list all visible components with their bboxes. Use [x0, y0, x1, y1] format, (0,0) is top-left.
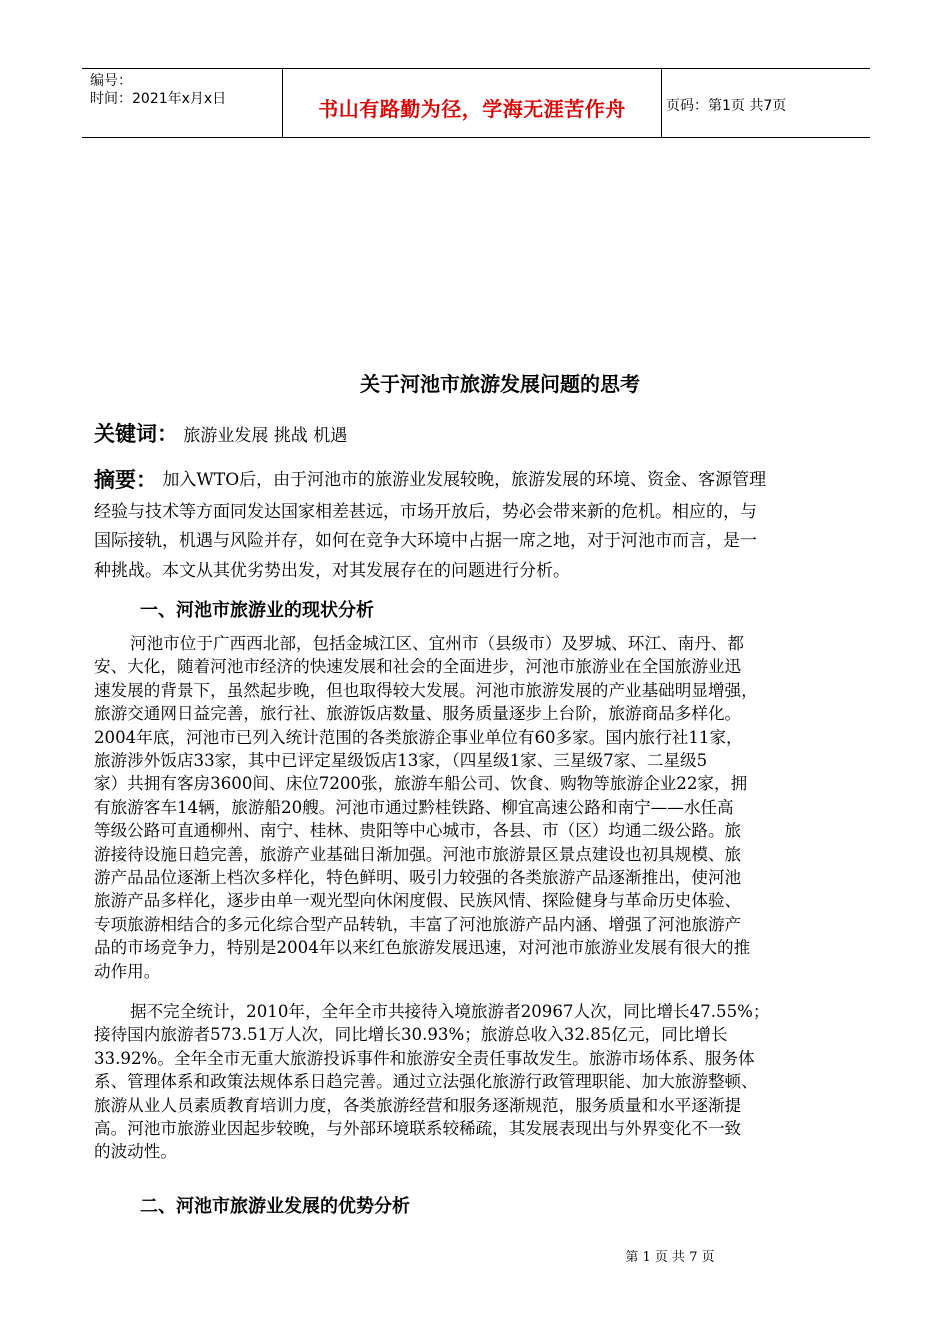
keywords-label: 关键词：: [94, 422, 178, 446]
paragraph-line: 接待国内旅游者573.51万人次，同比增长30.93%；旅游总收入32.85亿元，同比增长: [94, 1025, 728, 1045]
section1-paragraph-2: [94, 1000, 856, 1164]
paragraph-line: 2004年底，河池市已列入统计范围的各类旅游企事业单位有60多家。国内旅行社11家，: [94, 727, 743, 747]
abstract-line: 国际接轨，机遇与风险并存，如何在竞争大环境中占据一席之地，对于河池市而言，是一: [94, 531, 757, 551]
paragraph-line: 等级公路可直通柳州、南宁、桂林、贵阳等中心城市，各县、市（区）均通二级公路。旅: [94, 821, 742, 841]
header-page-cell: [662, 69, 870, 137]
keywords: [94, 418, 347, 448]
paragraph-line: 游产品品位逐渐上档次多样化，特色鲜明、吸引力较强的各类旅游产品逐渐推出，使河池: [94, 868, 742, 888]
abstract-first-line: [94, 466, 856, 498]
header-page-number: 页码：第1页 共7页: [666, 98, 787, 114]
section-heading-1: 一、河池市旅游业的现状分析: [140, 600, 374, 621]
abstract-label: 摘要：: [94, 468, 157, 492]
abstract-line: 经验与技术等方面同发达国家相差甚远，市场开放后，势必会带来新的危机。相应的，与: [94, 501, 757, 522]
paragraph-line: 专项旅游相结合的多元化综合型产品转轨，丰富了河池旅游产品内涵、增强了河池旅游产: [94, 914, 742, 934]
page-header: [82, 68, 870, 138]
paragraph-line: 33.92%。全年全市无重大旅游投诉事件和旅游安全责任事故发生。旅游市场体系、服务体: [94, 1048, 755, 1068]
paragraph-line: 品的市场竞争力，特别是2004年以来红色旅游发展迅速，对河池市旅游业发展有很大的推: [94, 938, 751, 958]
document-title-row: [0, 368, 950, 397]
paragraph-line: 安、大化，随着河池市经济的快速发展和社会的全面进步，河池市旅游业在全国旅游业迅: [94, 657, 742, 677]
paragraph-line: 据不完全统计，2010年，全年全市共接待入境旅游者20967人次，同比增长47.55%；: [130, 1002, 770, 1021]
header-left-cell: [82, 69, 282, 137]
section-heading-2: 二、河池市旅游业发展的优势分析: [140, 1196, 410, 1217]
paragraph-line: 有旅游客车14辆，旅游船20艘。河池市通过黔桂铁路、柳宜高速公路和南宁——水任高: [94, 797, 734, 817]
abstract-line: 加入WTO后，由于河池市的旅游业发展较晚，旅游发展的环境、资金、客源管理: [162, 470, 767, 490]
abstract-line: 种挑战。本文从其优劣势出发，对其发展存在的问题进行分析。: [94, 560, 570, 581]
abstract: [94, 466, 856, 586]
header-motto-cell: [282, 69, 662, 137]
paragraph-line: 河池市位于广西西北部，包括金城江区、宜州市（县级市）及罗城、环江、南丹、都: [130, 634, 744, 653]
keywords-text: 旅游业发展 挑战 机遇: [183, 426, 348, 446]
paragraph-line: 家）共拥有客房3600间、床位7200张，旅游车船公司、饮食、购物等旅游企业22家，拥: [94, 774, 748, 794]
paragraph-line: 游接待设施日趋完善，旅游产业基础日渐加强。河池市旅游景区景点建设也初具规模、旅: [94, 844, 742, 864]
document-number-label: 编号：: [90, 73, 132, 89]
paragraph-line: 高。河池市旅游业因起步较晚，与外部环境联系较稀疏，其发展表现出与外界变化不一致: [94, 1119, 742, 1139]
document-time-label: 时间：2021年x月x日: [90, 91, 227, 107]
page-footer: [0, 1246, 950, 1265]
paragraph-line: 速发展的背景下，虽然起步晚，但也取得较大发展。河池市旅游发展的产业基础明显增强，: [94, 680, 758, 700]
section1-paragraph-1: [94, 632, 856, 983]
paragraph-line: 系、管理体系和政策法规体系日趋完善。通过立法强化旅游行政管理职能、加大旅游整顿、: [94, 1072, 758, 1092]
header-motto: 书山有路勤为径，学海无涯苦作舟: [318, 97, 626, 121]
paragraph-line: 旅游交通网日益完善，旅行社、旅游饭店数量、服务质量逐步上台阶，旅游商品多样化。: [94, 704, 742, 724]
footer-page-number: 第 1 页 共 7 页: [625, 1250, 715, 1265]
paragraph-line: 旅游涉外饭店33家，其中已评定星级饭店13家，（四星级1家、三星级7家、二星级5: [94, 751, 708, 771]
paragraph-line: 旅游产品多样化，逐步由单一观光型向休闲度假、民族风情、探险健身与革命历史体验、: [94, 891, 742, 911]
paragraph-line: 动作用。: [94, 961, 161, 981]
document-title: 关于河池市旅游发展问题的思考: [360, 372, 640, 396]
paragraph-line: 旅游从业人员素质教育培训力度，各类旅游经营和服务逐渐规范，服务质量和水平逐渐提: [94, 1095, 742, 1115]
paragraph-line: 的波动性。: [94, 1142, 177, 1162]
